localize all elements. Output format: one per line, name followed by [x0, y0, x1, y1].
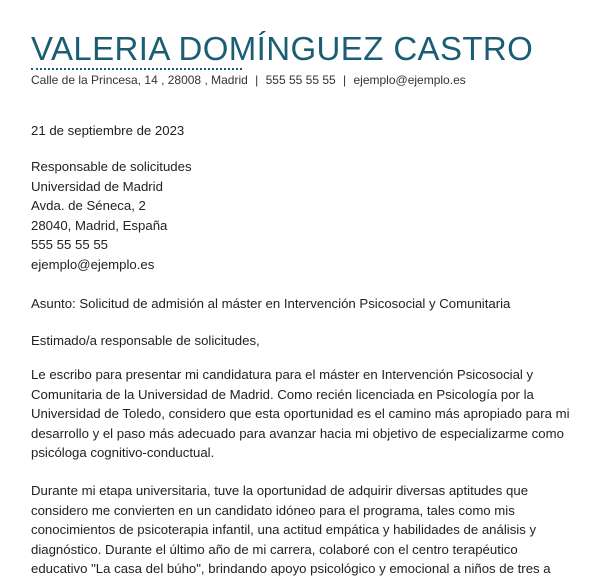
- contact-phone: 555 55 55 55: [265, 73, 336, 87]
- letter-subject: Asunto: Solicitud de admisión al máster en Intervención Psicosocial y Comunitaria: [31, 296, 511, 311]
- recipient-phone: 555 55 55 55: [31, 237, 109, 253]
- applicant-name: VALERIA DOMÍNGUEZ CASTRO: [31, 30, 534, 67]
- recipient-email: ejemplo@ejemplo.es: [31, 256, 155, 272]
- contact-separator: |: [343, 73, 347, 87]
- contact-address: Calle de la Princesa, 14 , 28008 , Madrid: [31, 73, 248, 87]
- letter-date: 21 de septiembre de 2023: [31, 123, 185, 138]
- recipient-block: [31, 157, 576, 275]
- contact-email: ejemplo@ejemplo.es: [353, 73, 466, 87]
- recipient-title: Responsable de solicitudes: [31, 159, 192, 174]
- contact-separator: |: [255, 73, 259, 87]
- header-divider: [31, 68, 242, 70]
- contact-line: [31, 73, 466, 87]
- letter-paragraph: [31, 481, 576, 579]
- recipient-street: Avda. de Séneca, 2: [31, 198, 146, 214]
- paragraph-text: Le escribo para presentar mi candidatura para el máster en Intervención Psicosocial y Comunitaria de la Universidad de Madrid. Como recién licenciada en Psicología por la Universidad de Toledo, considero que esta oportunidad es el camino más apropiado para mi desarrollo y el paso más adecuado para avanzar hacia mi objetivo de especializarme como psicóloga cognitivo-conductual.: [31, 367, 570, 461]
- recipient-institution: Universidad de Madrid: [31, 178, 163, 194]
- letter-greeting: Estimado/a responsable de solicitudes,: [31, 333, 260, 348]
- recipient-city: 28040, Madrid, España: [31, 217, 168, 233]
- letter-paragraph: [31, 365, 576, 463]
- paragraph-text: Durante mi etapa universitaria, tuve la oportunidad de adquirir diversas aptitudes que considero me convierten en un candidato idóneo para el programa, tales como mis conocimientos de psicoterapia infantil, una actitud empática y habilidades de análisis y diagnóstico. Durante el último año de mi carrera, colaboré con el centro terapéutico educativo "La casa del búho", brindando apoyo psicológico y emocional a niños de tres a: [31, 483, 551, 577]
